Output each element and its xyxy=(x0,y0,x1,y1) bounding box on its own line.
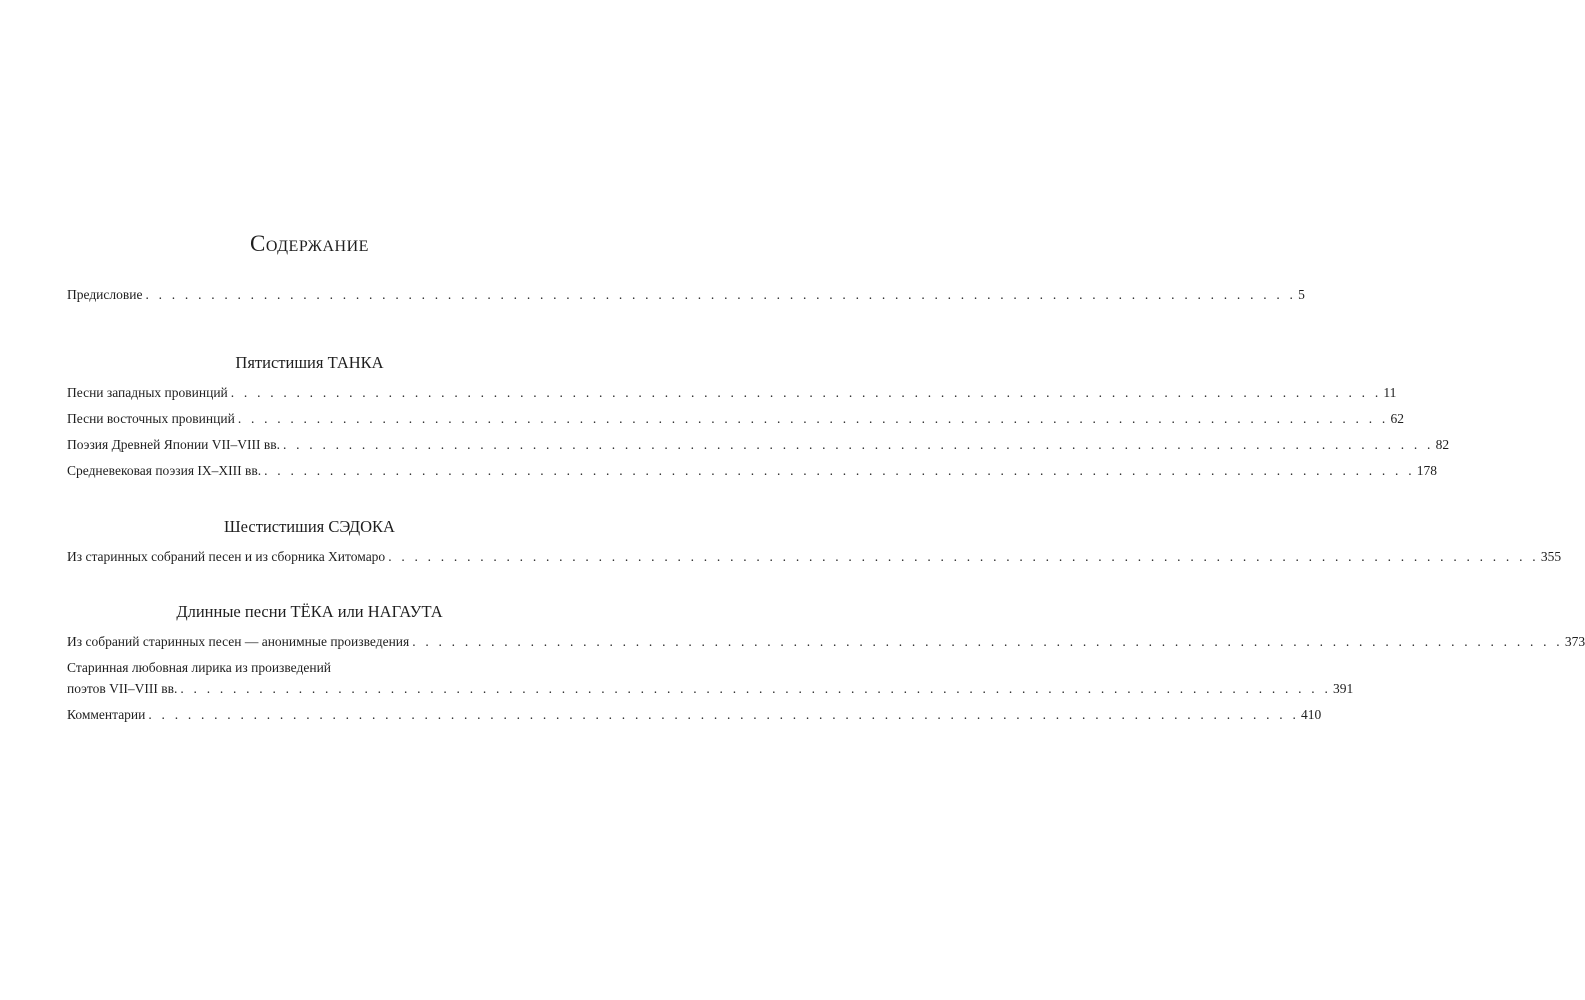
toc-entry-label: Из собраний старинных песен — анонимные произведения xyxy=(67,634,410,649)
toc-page-number: 62 xyxy=(1390,411,1404,426)
toc-entry xyxy=(67,384,1397,402)
toc-page-number: 373 xyxy=(1564,634,1585,649)
toc-entry xyxy=(67,680,1354,698)
toc-page-number: 82 xyxy=(1435,437,1450,452)
toc-entry-label: Средневековая поэзия IX–XIII вв. xyxy=(67,463,262,478)
dot-leader: . . . . . . . . . . . . . . . . . . . . . . . . . . . . . . . . . . . . . . . . . . . . . . . . . . . . . . . . . . . . . . . . . . . . . . . . . . . . . . . . . . . . . . . . xyxy=(145,287,1297,302)
toc-entry-label: Комментарии xyxy=(67,707,146,722)
toc-page-number: 11 xyxy=(1383,385,1397,400)
dot-leader: . . . . . . . . . . . . . . . . . . . . . . . . . . . . . . . . . . . . . . . . . . . . . . . . . . . . . . . . . . . . . . . . . . . . . . . . . . . . . . . . . . . . . . . . xyxy=(180,681,1332,696)
dot-leader: . . . . . . . . . . . . . . . . . . . . . . . . . . . . . . . . . . . . . . . . . . . . . . . . . . . . . . . . . . . . . . . . . . . . . . . . . . . . . . . . . . . . . . . . xyxy=(388,549,1539,564)
toc-entry xyxy=(67,633,1585,651)
toc-page-number: 410 xyxy=(1301,707,1322,722)
toc-page-number: 391 xyxy=(1333,681,1354,696)
dot-leader: . . . . . . . . . . . . . . . . . . . . . . . . . . . . . . . . . . . . . . . . . . . . . . . . . . . . . . . . . . . . . . . . . . . . . . . . . . . . . . . . . . . . . . . . xyxy=(264,463,1415,478)
section-heading-sedoka: Шестистишия СЭДОКА xyxy=(224,517,395,536)
toc-page-number: 355 xyxy=(1540,549,1562,564)
toc-page-number: 5 xyxy=(1298,287,1305,302)
toc-page-number: 178 xyxy=(1416,463,1438,478)
toc-entry xyxy=(67,462,1438,480)
toc-entry-label: Песни западных провинций xyxy=(67,385,228,400)
dot-leader: . . . . . . . . . . . . . . . . . . . . . . . . . . . . . . . . . . . . . . . . . . . . . . . . . . . . . . . . . . . . . . . . . . . . . . . . . . . . . . . . . . . . . . . . xyxy=(283,437,1434,452)
dot-leader: . . . . . . . . . . . . . . . . . . . . . . . . . . . . . . . . . . . . . . . . . . . . . . . . . . . . . . . . . . . . . . . . . . . . . . . . . . . . . . . . . . . . . . . . xyxy=(237,411,1389,426)
toc-entry-label: Поэзия Древней Японии VII–VIII вв. xyxy=(67,437,280,452)
section-heading-choka: Длинные песни ТЁКА или НАГАУТА xyxy=(176,602,443,621)
toc-entry xyxy=(67,436,1450,454)
toc-entry xyxy=(67,410,1404,428)
toc-entry-label: Песни восточных провинций xyxy=(67,411,235,426)
toc-entry-label: Предисловие xyxy=(67,287,143,302)
toc-entry xyxy=(67,548,1562,566)
dot-leader: . . . . . . . . . . . . . . . . . . . . . . . . . . . . . . . . . . . . . . . . . . . . . . . . . . . . . . . . . . . . . . . . . . . . . . . . . . . . . . . . . . . . . . . . xyxy=(412,634,1563,649)
toc-entry-label: Из старинных собраний песен и из сборника Хитомаро xyxy=(67,549,386,564)
toc-entry xyxy=(67,706,1322,724)
toc-entry-label: поэтов VII–VIII вв. xyxy=(67,681,178,696)
toc-entry-preface xyxy=(67,286,1305,304)
page-title: Содержание xyxy=(250,231,369,256)
dot-leader: . . . . . . . . . . . . . . . . . . . . . . . . . . . . . . . . . . . . . . . . . . . . . . . . . . . . . . . . . . . . . . . . . . . . . . . . . . . . . . . . . . . . . . . . xyxy=(148,707,1300,722)
section-heading-tanka: Пятистишия ТАНКА xyxy=(235,353,384,372)
toc-entry-label-line1: Старинная любовная лирика из произведений xyxy=(67,660,332,675)
dot-leader: . . . . . . . . . . . . . . . . . . . . . . . . . . . . . . . . . . . . . . . . . . . . . . . . . . . . . . . . . . . . . . . . . . . . . . . . . . . . . . . . . . . . . . . . xyxy=(230,385,1382,400)
